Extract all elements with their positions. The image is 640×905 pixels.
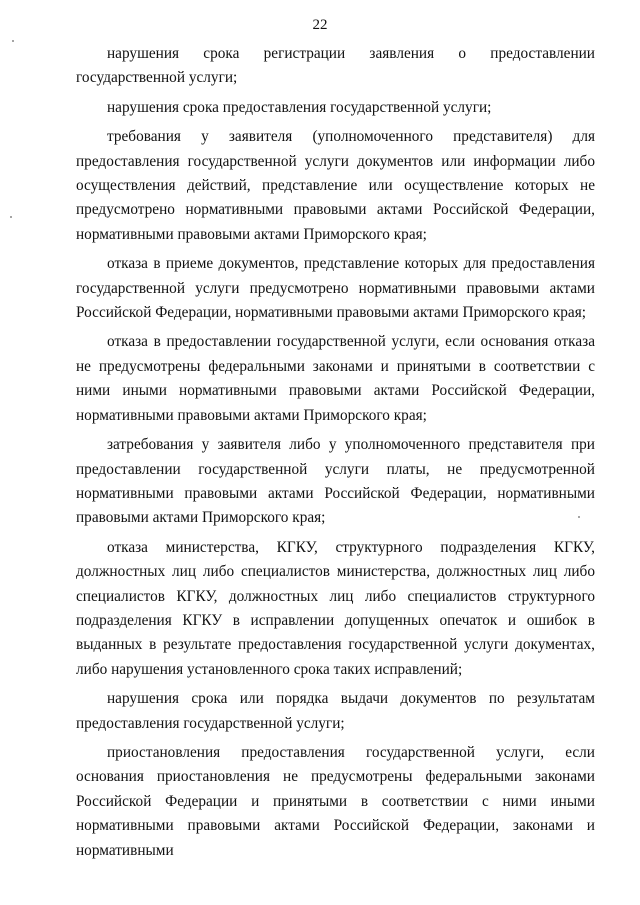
paragraph-suspension: приостановления предоставления государственной услуги, если основания приостановления не предусмотрены федеральными законами Российской Федерации и принятыми в соответствии с ними иными нормативными правовыми актами Российской Федерации, законами и нормативными bbox=[76, 743, 595, 859]
scan-speck bbox=[12, 40, 14, 42]
paragraph-correction-refusal: отказа министерства, КГКУ, структурного подразделения КГКУ, должностных лиц либо специалистов министерства, должностных лиц либо специалистов КГКУ, должностных лиц либо специалистов структурного подразделения КГКУ в исправлении допущенных опечаток и ошибок в выданных в результате предоставления государственной услуги документах, либо нарушения установленного срока таких исправлений; bbox=[76, 538, 595, 678]
scan-speck bbox=[10, 216, 12, 218]
scan-speck bbox=[578, 516, 580, 518]
page-number: 22 bbox=[312, 17, 328, 33]
document-body bbox=[76, 42, 595, 863]
paragraph-document-requirements: требования у заявителя (уполномоченного представителя) для предоставления государственной услуги документов или информации либо осуществления действий, представление или осуществление которых не предусмотрено нормативными правовыми актами Российской Федерации, нормативными правовыми актами Приморского края; bbox=[76, 128, 595, 243]
paragraph-registration-deadline: нарушения срока регистрации заявления о предоставлении государственной услуги; bbox=[76, 45, 595, 87]
paragraph-service-deadline: нарушения срока предоставления государственной услуги; bbox=[107, 98, 492, 116]
paragraph-service-refusal: отказа в предоставлении государственной услуги, если основания отказа не предусмотрены федеральными законами и принятыми в соответствии с ними иными нормативными правовыми актами Российской Федерации, нормативными правовыми актами Приморского края; bbox=[76, 333, 595, 424]
paragraph-fee-demand: затребования у заявителя либо у уполномоченного представителя при предоставлении государственной услуги платы, не предусмотренной нормативными правовыми актами Российской Федерации, нормативными правовыми актами Приморского края; bbox=[76, 436, 595, 527]
paragraph-acceptance-refusal: отказа в приеме документов, представление которых для предоставления государственной услуги предусмотрено нормативными правовыми актами Российской Федерации, нормативными правовыми актами Приморского края; bbox=[76, 255, 595, 322]
paragraph-issuance-violation: нарушения срока или порядка выдачи документов по результатам предоставления государственной услуги; bbox=[76, 690, 595, 732]
